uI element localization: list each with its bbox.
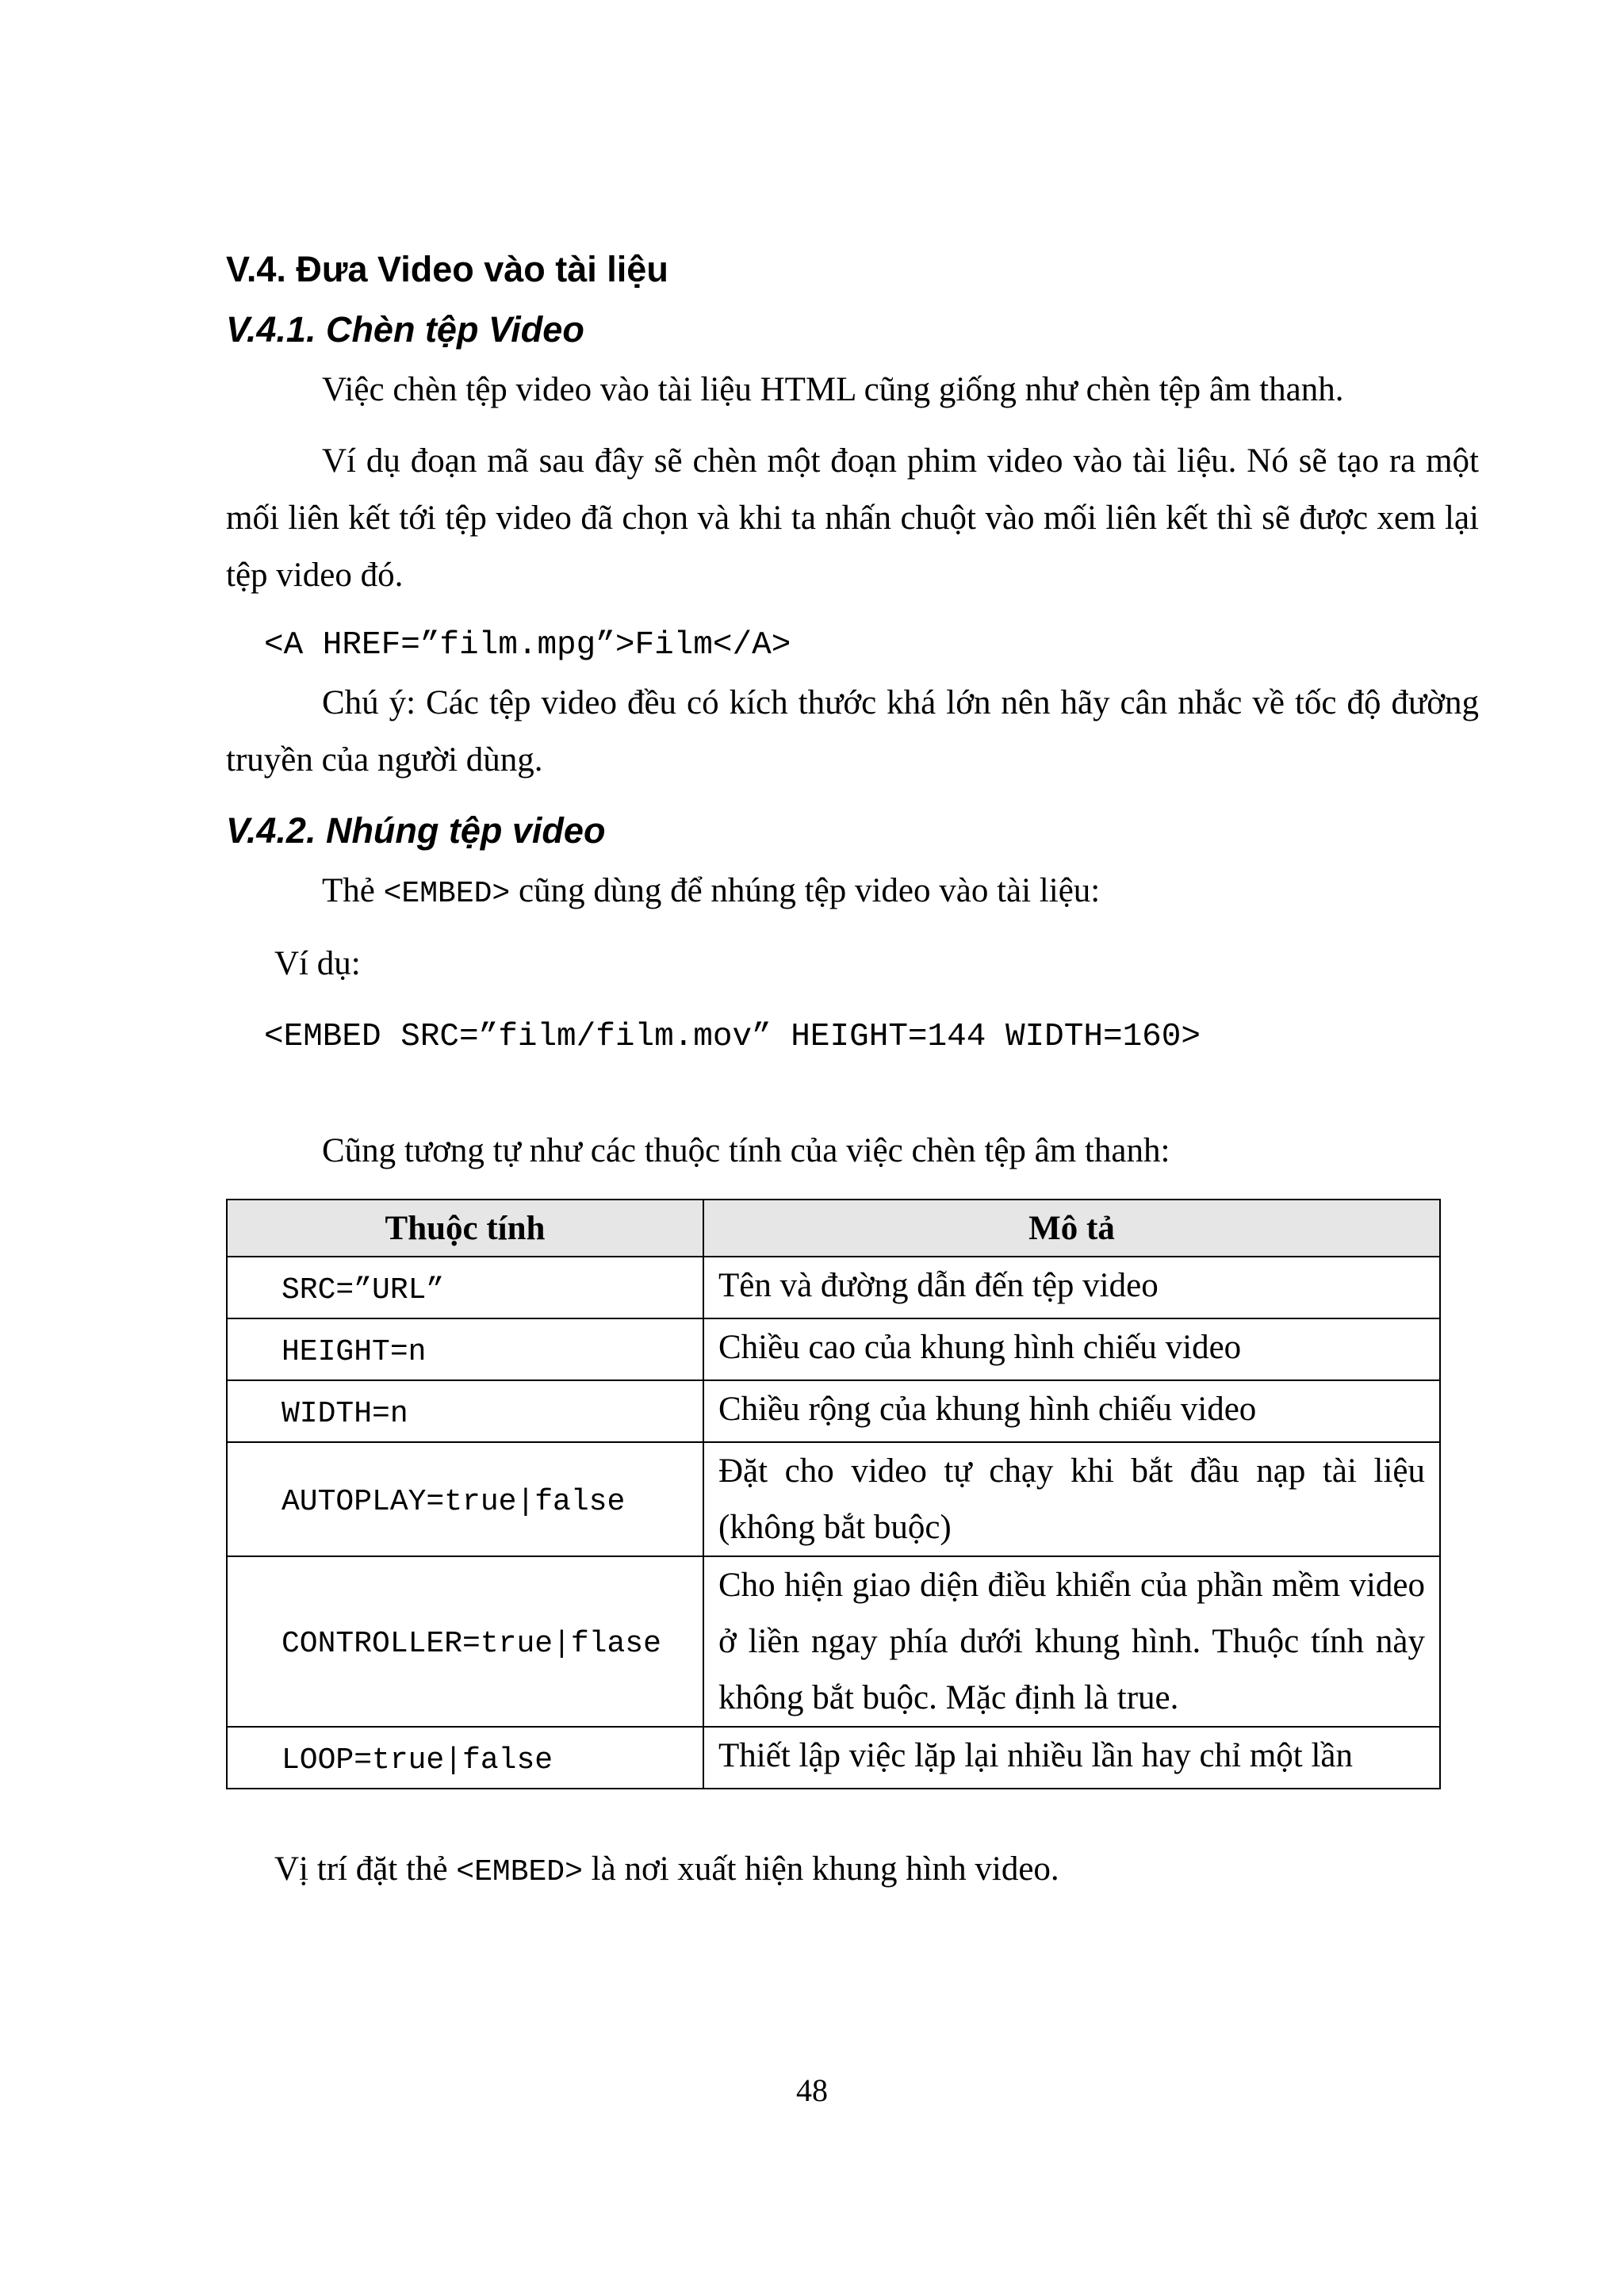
closing-paragraph bbox=[274, 1847, 1059, 1895]
paragraph-note: Chú ý: Các tệp video đều có kích thước khá lớn nên hãy cân nhắc về tốc độ đường truyền của người dùng. bbox=[226, 684, 1479, 779]
table-header-row bbox=[227, 1200, 1440, 1257]
attribute-cell: HEIGHT=n bbox=[227, 1318, 703, 1380]
description-cell: Chiều cao của khung hình chiếu video bbox=[703, 1318, 1440, 1380]
table-row bbox=[227, 1442, 1440, 1556]
paragraph-insert-intro: Việc chèn tệp video vào tài liệu HTML cũng giống như chèn tệp âm thanh. bbox=[322, 371, 1344, 408]
table-row bbox=[227, 1318, 1440, 1380]
code-example-link: <A HREF=”film.mpg”>Film</A> bbox=[264, 627, 791, 664]
embed-tag-inline: <EMBED> bbox=[383, 877, 511, 911]
description-cell: Chiều rộng của khung hình chiếu video bbox=[703, 1380, 1440, 1442]
paragraph-embed-intro bbox=[322, 869, 1100, 916]
table-intro: Cũng tương tự như các thuộc tính của việc chèn tệp âm thanh: bbox=[322, 1132, 1170, 1169]
attribute-cell: LOOP=true|false bbox=[227, 1727, 703, 1789]
description-cell: Thiết lập việc lặp lại nhiều lần hay chỉ một lần bbox=[703, 1727, 1440, 1789]
table-header-attribute: Thuộc tính bbox=[227, 1200, 703, 1257]
closing-text-after: là nơi xuất hiện khung hình video. bbox=[582, 1850, 1059, 1888]
table-header-description: Mô tả bbox=[703, 1200, 1440, 1257]
code-example-embed: <EMBED SRC=”film/film.mov” HEIGHT=144 WIDTH=160> bbox=[264, 1019, 1201, 1055]
paragraph-example-description: Ví dụ đoạn mã sau đây sẽ chèn một đoạn phim video vào tài liệu. Nó sẽ tạo ra một mối liên kết tới tệp video đã chọn và khi ta nhấn chuột vào mối liên kết thì sẽ được xem lại tệp video đó. bbox=[226, 442, 1479, 594]
attribute-cell: WIDTH=n bbox=[227, 1380, 703, 1442]
attributes-table bbox=[226, 1199, 1441, 1789]
description-cell: Tên và đường dẫn đến tệp video bbox=[703, 1257, 1440, 1318]
closing-text-before: Vị trí đặt thẻ bbox=[274, 1850, 457, 1888]
example-label: Ví dụ: bbox=[274, 945, 361, 982]
attribute-cell: CONTROLLER=true|flase bbox=[227, 1556, 703, 1727]
table-row bbox=[227, 1727, 1440, 1789]
table-row bbox=[227, 1257, 1440, 1318]
subsection-heading-embed-video: V.4.2. Nhúng tệp video bbox=[226, 810, 606, 851]
embed-intro-text-before: Thẻ bbox=[322, 872, 384, 909]
subsection-heading-insert-video: V.4.1. Chèn tệp Video bbox=[226, 309, 584, 350]
table-row bbox=[227, 1380, 1440, 1442]
attribute-cell: SRC=”URL” bbox=[227, 1257, 703, 1318]
page-number: 48 bbox=[796, 2072, 828, 2108]
description-cell: Đặt cho video tự chạy khi bắt đầu nạp tài liệu (không bắt buộc) bbox=[703, 1442, 1440, 1556]
table-row bbox=[227, 1556, 1440, 1727]
description-cell: Cho hiện giao diện điều khiển của phần mềm video ở liền ngay phía dưới khung hình. Thuộc tính này không bắt buộc. Mặc định là true. bbox=[703, 1556, 1440, 1727]
attribute-cell: AUTOPLAY=true|false bbox=[227, 1442, 703, 1556]
embed-tag-inline: <EMBED> bbox=[456, 1855, 583, 1889]
section-heading: V.4. Đưa Video vào tài liệu bbox=[226, 249, 668, 289]
embed-intro-text-after: cũng dùng để nhúng tệp video vào tài liệu: bbox=[510, 872, 1101, 909]
